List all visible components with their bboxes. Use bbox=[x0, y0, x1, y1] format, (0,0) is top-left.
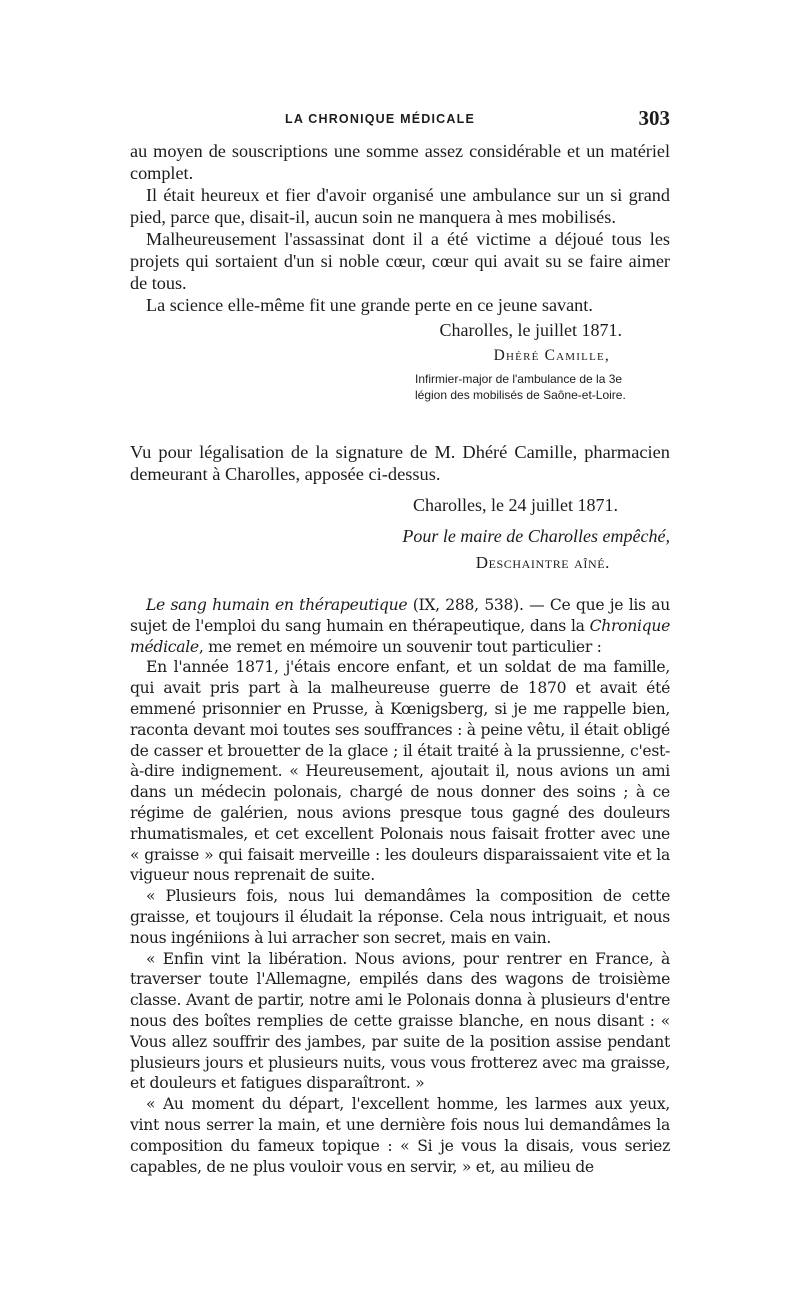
article-paragraph: « Plusieurs fois, nous lui demandâmes la composition de cette graisse, et toujours il éludait la réponse. Cela nous intriguait, et nous nous ingéniions à lui arracher son secret, mais en vain. bbox=[130, 887, 670, 947]
signature-title-line1: Infirmier-major de l'ambulance de la 3e bbox=[415, 372, 623, 386]
legalisation-place-date: Charolles, le 24 juillet 1871. bbox=[413, 495, 618, 515]
article-paragraph: « Au moment du départ, l'excellent homme, les larmes aux yeux, vint nous serrer la main, et une dernière fois nous lui demandâmes la composition du fameux topique : « Si je vous la disais, vous seriez capables, de ne plus vouloir vous en servir, » et, au milieu de bbox=[130, 1095, 670, 1176]
page-header bbox=[130, 106, 670, 130]
letter-place-date: Charolles, le juillet 1871. bbox=[439, 320, 622, 340]
letter-paragraph: Malheureusement l'assassinat dont il a été victime a déjoué tous les projets qui sortaient d'un si noble cœur, cœur qui avait su se faire aimer de tous. bbox=[130, 229, 670, 293]
signature-title-line2: légion des mobilisés de Saône-et-Loire. bbox=[415, 388, 626, 402]
article-ref: (IX, 288, 538). — Ce que je lis au sujet de l'emploi du sang humain en thérapeutique, dans la bbox=[130, 596, 670, 635]
article-title: Le sang humain en thérapeutique bbox=[146, 596, 408, 614]
letter-paragraph: au moyen de souscriptions une somme assez considérable et un matériel complet. bbox=[130, 141, 670, 183]
letter-section bbox=[130, 140, 670, 403]
legalisation-text: Vu pour légalisation de la signature de M. Dhéré Camille, pharmacien demeurant à Charolles, apposée ci-dessus. bbox=[130, 442, 670, 484]
legalisation-section bbox=[130, 441, 670, 573]
article-paragraph: En l'année 1871, j'étais encore enfant, et un soldat de ma famille, qui avait pris part à la malheureuse guerre de 1870 et avait été emmené prisonnier en Prusse, à Kœnigsberg, si je me rappelle bien, raconta devant moi toutes ses souffrances : à peine vêtu, il était obligé de casser et brouetter de la glace ; il était traité à la prussienne, c'est-à-dire indignement. « Heureusement, ajoutait il, nous avions un ami dans un médecin polonais, chargé de nous donner des soins ; à ce régime de galérien, nous avions presque tous gagné des douleurs rhumatismales, et cet excellent Polonais nous faisait frotter avec une « graisse » qui faisait merveille : les douleurs disparaissaient vite et la vigueur nous reprenait de suite. bbox=[130, 658, 670, 885]
article-intro bbox=[130, 595, 670, 657]
letter-paragraph: La science elle-même fit une grande perte en ce jeune savant. bbox=[146, 295, 593, 315]
running-title: LA CHRONIQUE MÉDICALE bbox=[284, 112, 475, 126]
page-number: 303 bbox=[638, 106, 670, 130]
mayor-line: Pour le maire de Charolles empêché, bbox=[402, 526, 670, 546]
article-section bbox=[130, 595, 670, 1177]
article-intro-end: , me remet en mémoire un souvenir tout particulier : bbox=[198, 637, 602, 656]
letter-paragraph: Il était heureux et fier d'avoir organisé une ambulance sur un si grand pied, parce que, disait-il, aucun soin ne manquera à mes mobilisés. bbox=[130, 185, 670, 227]
mayor-name: Deschaintre aîné. bbox=[475, 553, 610, 572]
signature-name: Dhéré Camille, bbox=[493, 347, 610, 364]
journal-name: Chronique médicale bbox=[130, 616, 670, 656]
article-paragraph: « Enfin vint la libération. Nous avions, pour rentrer en France, à traverser toute l'Allemagne, empilés dans des wagons de troisième classe. Avant de partir, notre ami le Polonais donna à plusieurs d'entre nous des boîtes remplies de cette graisse blanche, en nous disant : « Vous allez souffrir des jambes, par suite de la position assise pendant plusieurs jours et plusieurs nuits, vous vous frotterez avec ma graisse, et douleurs et fatigues disparaîtront. » bbox=[130, 949, 670, 1093]
